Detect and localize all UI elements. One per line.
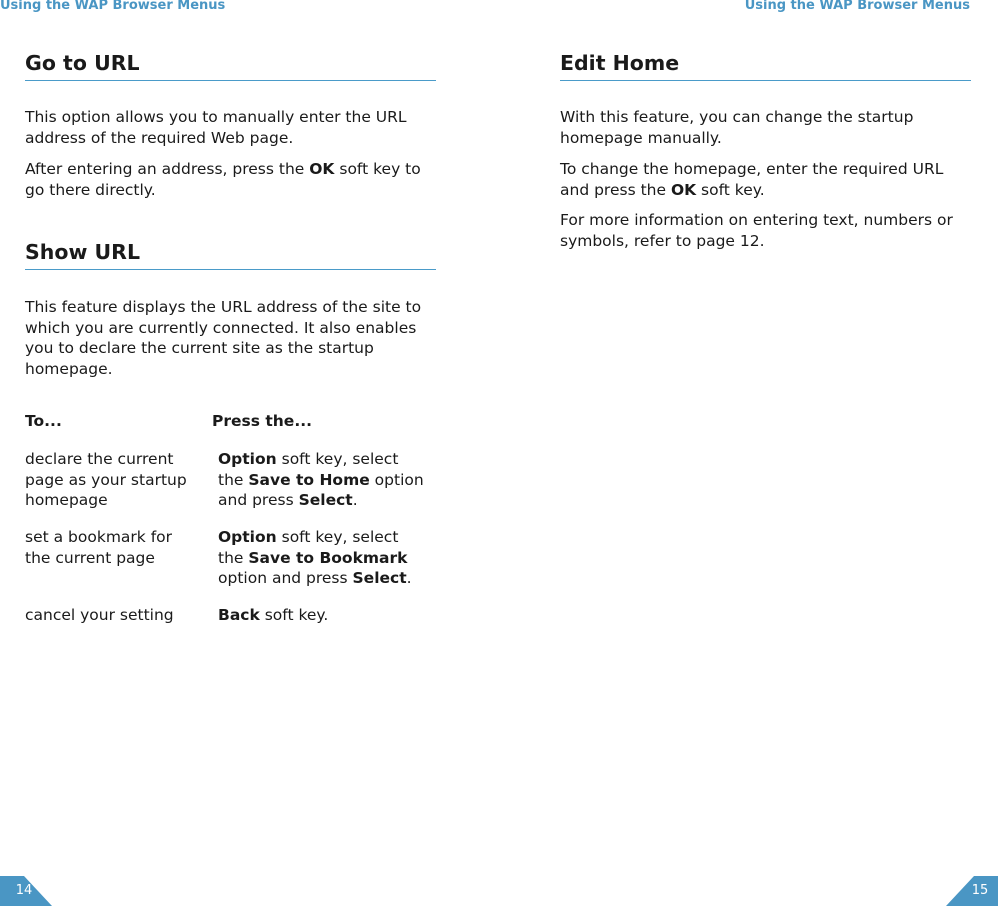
table-header-press: Press the... <box>212 412 312 430</box>
page-number-tab-right <box>946 876 998 906</box>
ok-key-label: OK <box>670 180 697 199</box>
go-to-url-paragraph-1: This option allows you to manually enter the URL address of the required Web page. <box>25 108 407 147</box>
show-url-paragraph: This feature displays the URL address of the site to which you are currently connected. It also enables you to declare the current site as the startup homepage. <box>25 298 422 378</box>
edit-home-paragraph-3: For more information on entering text, numbers or symbols, refer to page 12. <box>560 211 953 250</box>
running-head-right: Using the WAP Browser Menus <box>744 0 970 13</box>
edit-home-heading: Edit Home <box>560 50 971 81</box>
table-cell-to: declare the current page as your startup homepage <box>25 450 187 509</box>
table-cell-to: set a bookmark for the current page <box>25 528 173 567</box>
go-to-url-heading: Go to URL <box>25 50 436 81</box>
table-header-to: To... <box>25 412 62 430</box>
go-to-url-paragraph-2: After entering an address, press the OK soft key to go there directly. <box>25 160 421 199</box>
running-head-left: Using the WAP Browser Menus <box>0 0 226 13</box>
show-url-heading: Show URL <box>25 239 436 270</box>
page-number-left: 14 <box>15 883 33 898</box>
table-cell-to: cancel your setting <box>25 606 174 624</box>
edit-home-paragraph-2: To change the homepage, enter the required URL and press the OK soft key. <box>560 160 944 199</box>
page-number-right: 15 <box>971 883 989 898</box>
ok-key-label: OK <box>309 160 335 178</box>
table-cell-press: Option soft key, select the Save to Home option and press Select. <box>218 450 424 509</box>
edit-home-paragraph-1: With this feature, you can change the startup homepage manually. <box>560 108 914 147</box>
page-number-tab-left <box>0 876 52 906</box>
table-cell-press: Option soft key, select the Save to Bookmark option and press Select. <box>218 528 412 587</box>
table-cell-press: Back soft key. <box>218 606 329 624</box>
